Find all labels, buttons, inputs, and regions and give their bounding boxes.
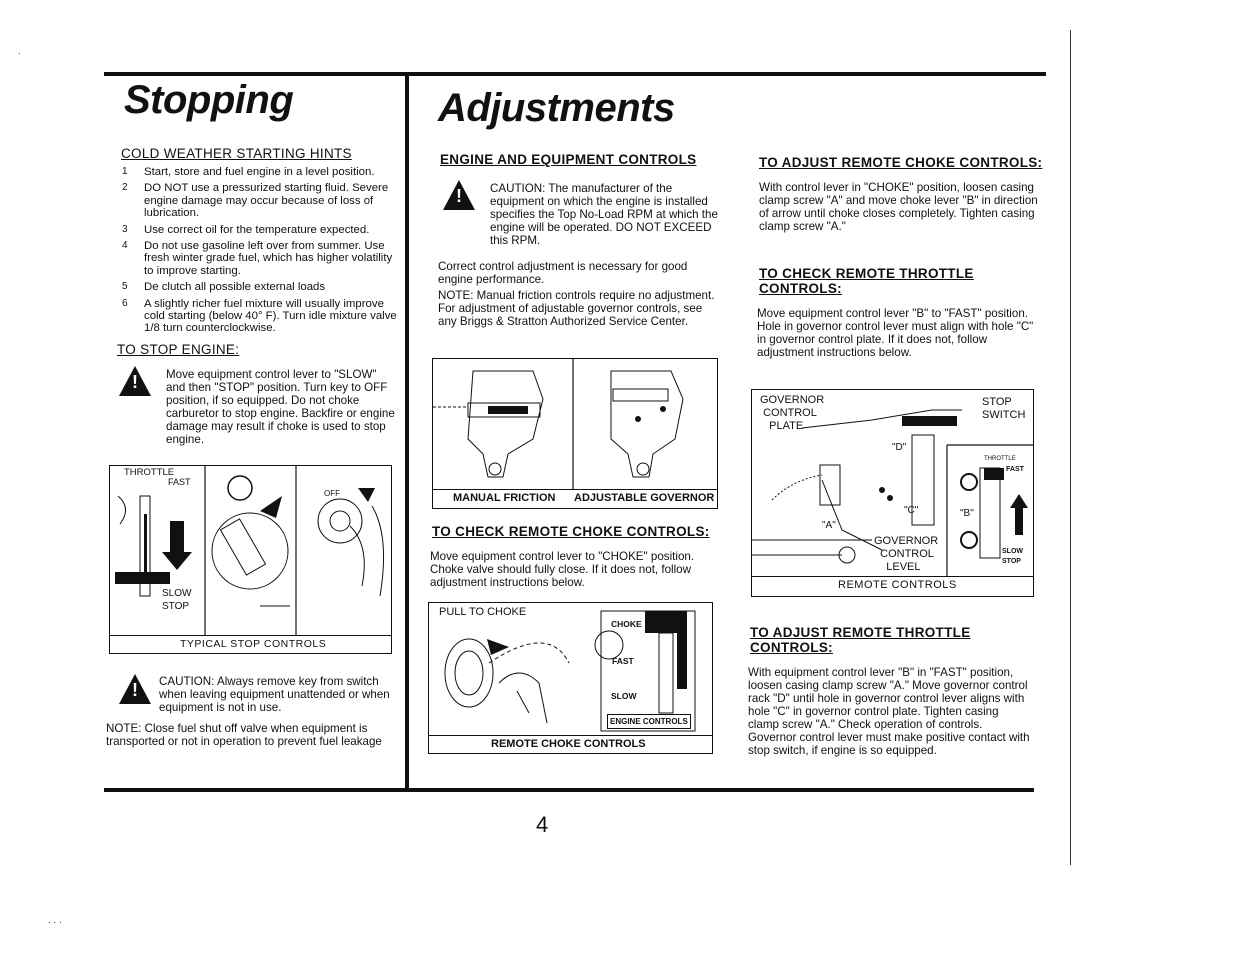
key-caution-text: CAUTION: Always remove key from switch when leaving equipment unattended or when equipment is not in use.: [159, 675, 390, 714]
remote-controls-figure: [751, 389, 1034, 597]
governor-controls-figure: [432, 358, 718, 509]
throttle-label: THROTTLE: [984, 456, 1016, 462]
fast-label: FAST: [612, 656, 634, 666]
a-label: "A": [822, 520, 836, 531]
stop-controls-illustration: [110, 466, 391, 636]
stopping-title: Stopping: [124, 78, 294, 122]
rpm-caution-text: CAUTION: The manufacturer of the equipment on which the engine is installed specifies the Top No-Load RPM at which the engine will be operated. DO NOT EXCEED this RPM.: [490, 182, 718, 247]
caution-icon: [443, 180, 475, 210]
governor-lever-label: GOVERNOR CONTROL LEVEL: [874, 535, 939, 573]
hint-item: 3 Use correct oil for the temperature expected.: [122, 223, 370, 236]
hint-item: 6 A slightly richer fuel mixture will usually improve cold starting (below 40° F). Turn idle mixture valve 1/8 turn counterclockwise.: [122, 297, 397, 335]
warning-icon: [119, 366, 151, 396]
check-throttle-text: Move equipment control lever "B" to "FAST" position. Hole in governor control lever must align with hole "C" in governor control plate. If it does not, follow adjustment instructions below.: [757, 307, 1034, 359]
cold-weather-hints-list: [122, 166, 402, 339]
fast-label: FAST: [168, 477, 191, 487]
stop-controls-caption: TYPICAL STOP CONTROLS: [180, 638, 327, 650]
stop-label: STOP: [1002, 558, 1021, 565]
adjust-throttle-text: With equipment control lever "B" in "FAST" position, loosen casing clamp screw "A." Move governor control rack "D" until hole in governor control lever aligns with hole "C" in governor control plate. Tighten casing clamp screw "A." Check operation of controls. Governor control lever must make positive contact with stop switch, if engine is so equipped.: [748, 666, 1030, 757]
adjustments-title: Adjustments: [438, 86, 675, 130]
hint-item: 4 Do not use gasoline left over from summer. Use fresh winter grade fuel, which has higher volatility to improve starting.: [122, 240, 393, 277]
adjust-throttle-heading: TO ADJUST REMOTE THROTTLE CONTROLS:: [750, 625, 971, 655]
check-choke-heading: TO CHECK REMOTE CHOKE CONTROLS:: [432, 524, 710, 539]
scan-mark: .: [18, 46, 21, 57]
remote-choke-caption: REMOTE CHOKE CONTROLS: [491, 738, 646, 750]
pull-to-choke-label: PULL TO CHOKE: [439, 606, 527, 618]
stop-engine-text: Move equipment control lever to "SLOW" and then "STOP" position. Turn key to OFF position, if so equipped. Do not choke carburetor to stop engine. Backfire or engine damage may result if choke is used to stop engine.: [166, 368, 395, 446]
correct-adjustment-text: Correct control adjustment is necessary for good engine performance.: [438, 260, 688, 286]
check-choke-text: Move equipment control lever to "CHOKE" position. Choke valve should fully close. If it does not, follow adjustment instructions below.: [430, 550, 695, 589]
governor-controls-illustration: [433, 359, 717, 489]
throttle-label: THROTTLE: [124, 467, 175, 478]
slow-label: SLOW: [611, 691, 637, 701]
governor-plate-label: GOVERNOR CONTROL PLATE: [760, 394, 825, 432]
page-number: 4: [536, 812, 549, 837]
slow-label: SLOW: [162, 588, 192, 599]
hint-item: 2 DO NOT use a pressurized starting fluid. Severe engine damage may occur because of loss of lubrication.: [122, 182, 389, 220]
typical-stop-controls-figure: [109, 465, 392, 654]
choke-label: CHOKE: [611, 619, 642, 629]
stop-label: STOP: [162, 601, 190, 612]
engine-controls-heading: ENGINE AND EQUIPMENT CONTROLS: [440, 152, 697, 167]
remote-controls-caption: REMOTE CONTROLS: [838, 579, 957, 591]
b-label: "B": [960, 508, 974, 519]
remote-choke-controls-figure: [428, 602, 713, 754]
d-label: "D": [892, 442, 907, 453]
stop-switch-label: STOP SWITCH: [982, 396, 1026, 421]
fast-label: FAST: [1006, 466, 1024, 473]
column-divider: [405, 72, 409, 792]
caution-icon: [119, 674, 151, 704]
friction-note-text: NOTE: Manual friction controls require no adjustment. For adjustment of adjustable governor controls, see any Briggs & Stratton Authorized Service Center.: [438, 289, 715, 328]
c-label: "C": [904, 505, 919, 516]
scan-mark: . . .: [48, 915, 62, 926]
hint-item: 5 De clutch all possible external loads: [122, 281, 326, 294]
slow-label: SLOW: [1002, 548, 1023, 555]
off-label: OFF: [324, 489, 340, 498]
top-rule: [104, 72, 1046, 76]
check-throttle-heading: TO CHECK REMOTE THROTTLE CONTROLS:: [759, 266, 974, 296]
adjustable-governor-caption: ADJUSTABLE GOVERNOR: [574, 492, 715, 504]
engine-controls-label: ENGINE CONTROLS: [607, 714, 691, 729]
stop-engine-heading: TO STOP ENGINE:: [117, 342, 240, 357]
bottom-rule: [104, 788, 1034, 792]
manual-friction-caption: MANUAL FRICTION: [453, 492, 556, 504]
adjust-choke-heading: TO ADJUST REMOTE CHOKE CONTROLS:: [759, 155, 1043, 170]
fuel-note-text: NOTE: Close fuel shut off valve when equipment is transported or not in operation to prevent fuel leakage: [106, 722, 382, 748]
page-edge-line: [1070, 30, 1071, 865]
adjust-choke-text: With control lever in "CHOKE" position, loosen casing clamp screw "A" and move choke lever "B" in direction of arrow until choke closes completely. Tighten casing clamp screw "A.": [759, 181, 1038, 233]
hint-item: 1 Start, store and fuel engine in a level position.: [122, 166, 375, 178]
cold-weather-heading: COLD WEATHER STARTING HINTS: [121, 146, 352, 161]
